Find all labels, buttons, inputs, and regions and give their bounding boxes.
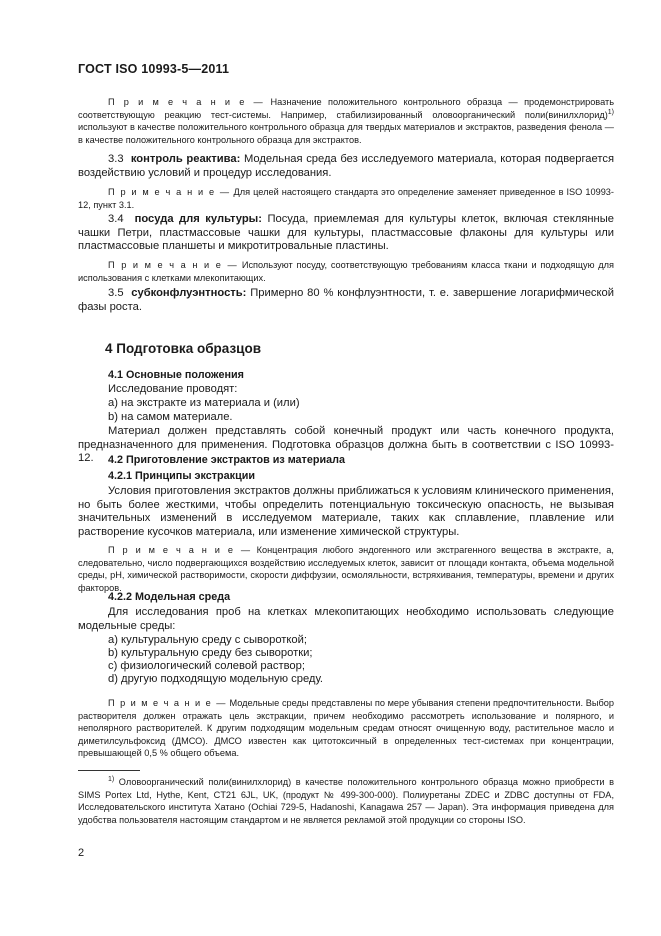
section-4-2-heading: 4.2 Приготовление экстрактов из материала <box>108 454 345 466</box>
footnote-marker: 1) <box>108 775 115 783</box>
note-text: Назначение положительного контрольного образца — продемонстрировать соответствующую реакцию тест-системы. Например, стабилизированный оловоорганический поли(винилхлорид) <box>78 97 614 120</box>
note-label: П р и м е ч а н и е — <box>108 260 239 270</box>
section-4-1-intro: Исследование проводят: <box>108 383 238 395</box>
term: посуда для культуры: <box>134 213 262 225</box>
section-4-2-1-heading: 4.2.1 Принципы экстракции <box>108 470 255 482</box>
note-text-rest: используют в качестве положительного контрольного образца для твердых материалов и экстрактов, разведения фенола — в качестве положительного контрольного образца для экстрактов. <box>78 122 614 145</box>
note-text: Используют посуду, соответствующую требованиям класса ткани и подходящую для использования с клетками млекопитающих. <box>78 260 614 283</box>
document-header: ГОСТ ISO 10993-5—2011 <box>78 62 230 76</box>
note-4-2-1 <box>78 544 614 594</box>
note-3-3 <box>78 186 614 211</box>
section-4-2-2-heading: 4.2.2 Модельная среда <box>108 591 231 603</box>
note-label: П р и м е ч а н и е — <box>108 545 252 555</box>
definition-text: Посуда, приемлемая для культуры клеток, включая стеклянные чашки Петри, пластмассовые чашки для культуры, пластмассовые флаконы для культуры или пластмассовые планшеты и микротитровальные пластины. <box>78 213 614 253</box>
footnote-ref: 1) <box>607 108 614 116</box>
definition-text: Модельная среда без исследуемого материала, которая подвергается воздействию условий и процедур исследования. <box>78 153 615 179</box>
section-4-heading: 4 Подготовка образцов <box>105 341 262 356</box>
note-positive-control <box>78 96 614 146</box>
definition-3-5 <box>78 287 614 314</box>
definition-3-4 <box>78 213 614 254</box>
section-4-1-heading: 4.1 Основные положения <box>108 369 244 381</box>
page-number: 2 <box>78 847 85 859</box>
section-4-1-paragraph: Материал должен представлять собой конечный продукт или часть конечного продукта, предназначенного для применения. Подготовка образцов должна быть в соответствии с ISO 10993-12. <box>78 425 614 465</box>
definition-text: Примерно 80 % конфлуэнтности, т. е. завершение логарифмической фазы роста. <box>78 287 614 313</box>
media-list-item: b) культуральную среду без сыворотки; <box>108 647 313 659</box>
clause-number: 3.3 <box>108 153 124 165</box>
media-list-item: а) культуральную среду с сывороткой; <box>108 634 308 646</box>
term: субконфлуэнтность: <box>131 287 247 299</box>
media-list-item: d) другую подходящую модельную среду. <box>108 673 324 685</box>
footnote-text: Оловоорганический поли(винилхлорид) в качестве положительного контрольного образца можно приобрести в SIMS Portex Ltd, Hythe, Kent, CT21 6JL, UK, (продукт № 499-300-000). Полиуретаны ZDEC и ZDBC доступны от FDA, Исследовательского института Хатано (Ochiai 729-5, Hadanoshi, Kanagawa 257 — Japan). Эта информация приведена для удобства пользователя настоящим стандартом и не является рекламой этой продукции со стороны ISO. <box>78 777 614 825</box>
footnote <box>78 776 614 826</box>
clause-number: 3.4 <box>108 213 124 225</box>
note-4-2-2 <box>78 697 614 760</box>
note-label: П р и м е ч а н и е — <box>108 187 231 197</box>
clause-number: 3.5 <box>108 287 124 299</box>
term: контроль реактива: <box>130 153 241 165</box>
footnote-divider <box>78 770 140 771</box>
media-list-item: с) физиологический солевой раствор; <box>108 660 305 672</box>
note-text: Модельные среды представлены по мере убывания степени предпочтительности. Выбор растворителя должен отражать цель экстракции, причем необходимо рассмотреть использование и полярного, и неполярного растворителей. К другим подходящим модельным средам относят очищенную воду, растительное масло и диметилсульфоксид (ДМСО). ДМСО известен как цитотоксичный в определенных тест-системах при концентрации, превышающей 0,5 % общего объема. <box>78 698 614 758</box>
section-4-2-2-intro: Для исследования проб на клетках млекопитающих необходимо использовать следующие модельные среды: <box>78 606 614 632</box>
note-text: Концентрация любого эндогенного или экстрагенного вещества в экстракте, а, следовательно, число подвергающихся воздействию исследуемых клеток, зависит от площади контакта, объема модельной среды, pH, химической растворимости, скорости диффузии, осмоляльности, встряхивания, температуры, времени и других факторов. <box>78 545 614 593</box>
definition-3-3 <box>78 153 614 180</box>
note-label: П р и м е ч а н и е — <box>108 698 227 708</box>
section-4-2-1-paragraph: Условия приготовления экстрактов должны приближаться к условиям клинического применения, но быть более жесткими, чтобы определить потенциальную токсическую опасность, не вызывая значительных изменений в исследуемом материале, таких как сплавление, плавление или растворение кусочков материала, или изменение химической структуры. <box>78 485 614 538</box>
list-item: b) на самом материале. <box>108 411 233 423</box>
note-text: Для целей настоящего стандарта это определение заменяет приведенное в ISO 10993-12, пункт 3.1. <box>78 187 614 210</box>
note-label: П р и м е ч а н и е — <box>108 97 265 107</box>
list-item: а) на экстракте из материала и (или) <box>108 397 300 409</box>
note-3-4 <box>78 259 614 284</box>
